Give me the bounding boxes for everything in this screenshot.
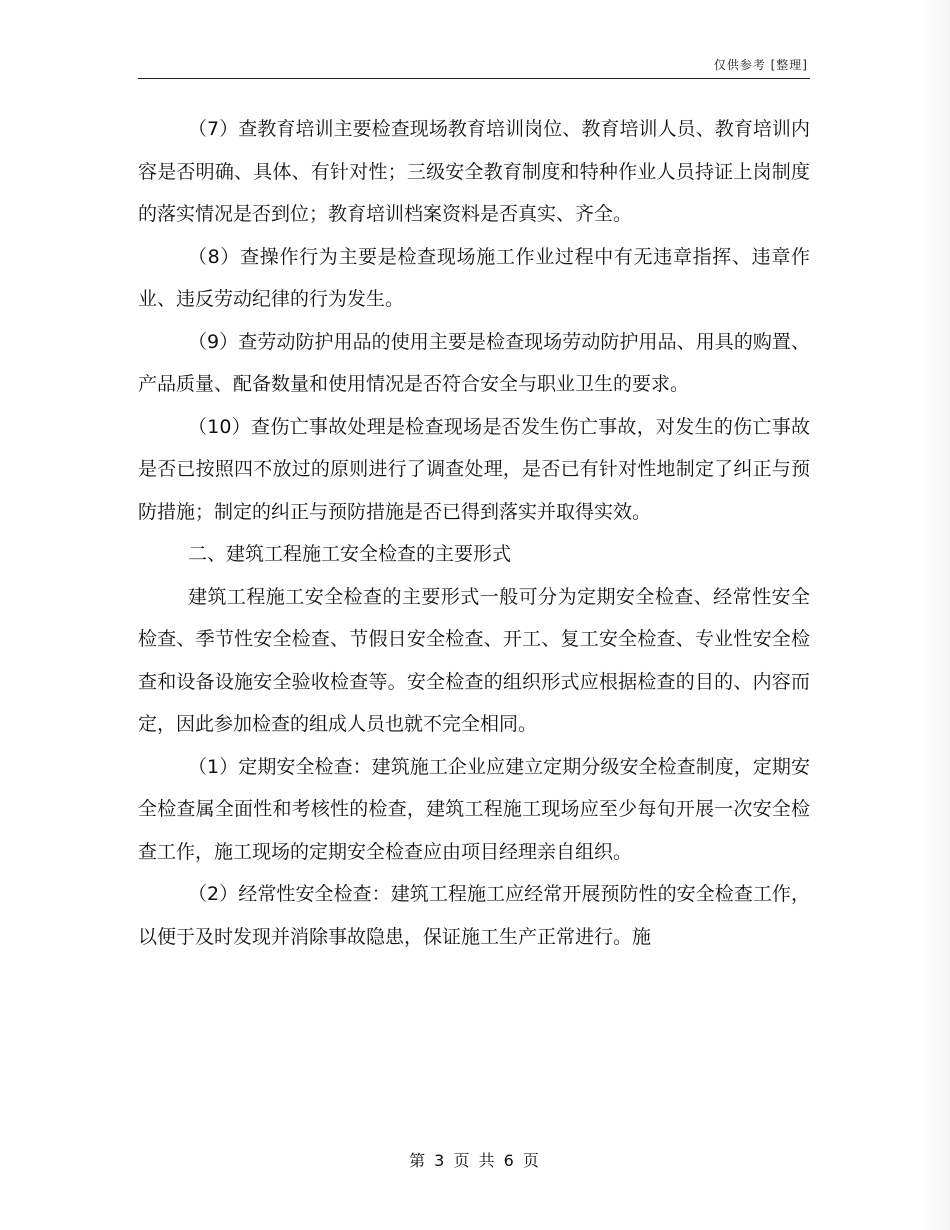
document-body: [138, 108, 810, 958]
section-heading: 二、建筑工程施工安全检查的主要形式: [188, 543, 512, 565]
paragraph-forms-intro: 建筑工程施工安全检查的主要形式一般可分为定期安全检查、经常性安全检查、季节性安全检查、节假日安全检查、开工、复工安全检查、专业性安全检查和设备设施安全验收检查等。安全检查的组织形式应根据检查的目的、内容而定，因此参加检查的组成人员也就不完全相同。: [138, 585, 810, 735]
paragraph-7: （7）查教育培训主要检查现场教育培训岗位、教育培训人员、教育培训内容是否明确、具体、有针对性；三级安全教育制度和特种作业人员持证上岗制度的落实情况是否到位；教育培训档案资料是否真实、齐全。: [138, 118, 810, 225]
header-note: 仅供参考 [整理]: [713, 58, 808, 72]
paragraph-8: （8）查操作行为主要是检查现场施工作业过程中有无违章指挥、违章作业、违反劳动纪律的行为发生。: [138, 245, 810, 310]
paragraph-periodic-check: （1）定期安全检查：建筑施工企业应建立定期分级安全检查制度，定期安全检查属全面性和考核性的检查，建筑工程施工现场应至少每旬开展一次安全检查工作，施工现场的定期安全检查应由项目经理亲自组织。: [138, 755, 810, 863]
page-header: [138, 52, 810, 79]
paragraph-9: （9）查劳动防护用品的使用主要是检查现场劳动防护用品、用具的购置、产品质量、配备数量和使用情况是否符合安全与职业卫生的要求。: [138, 330, 810, 395]
page-footer: 第 3 页 共 6 页: [409, 1151, 541, 1170]
paragraph-regular-check: （2）经常性安全检查：建筑工程施工应经常开展预防性的安全检查工作，以便于及时发现并消除事故隐患，保证施工生产正常进行。施: [138, 883, 810, 948]
page-edge-shadow: [922, 0, 950, 1230]
paragraph-10: （10）查伤亡事故处理是检查现场是否发生伤亡事故，对发生的伤亡事故是否已按照四不放过的原则进行了调查处理，是否已有针对性地制定了纠正与预防措施；制定的纠正与预防措施是否已得到落实并取得实效。: [138, 415, 810, 523]
